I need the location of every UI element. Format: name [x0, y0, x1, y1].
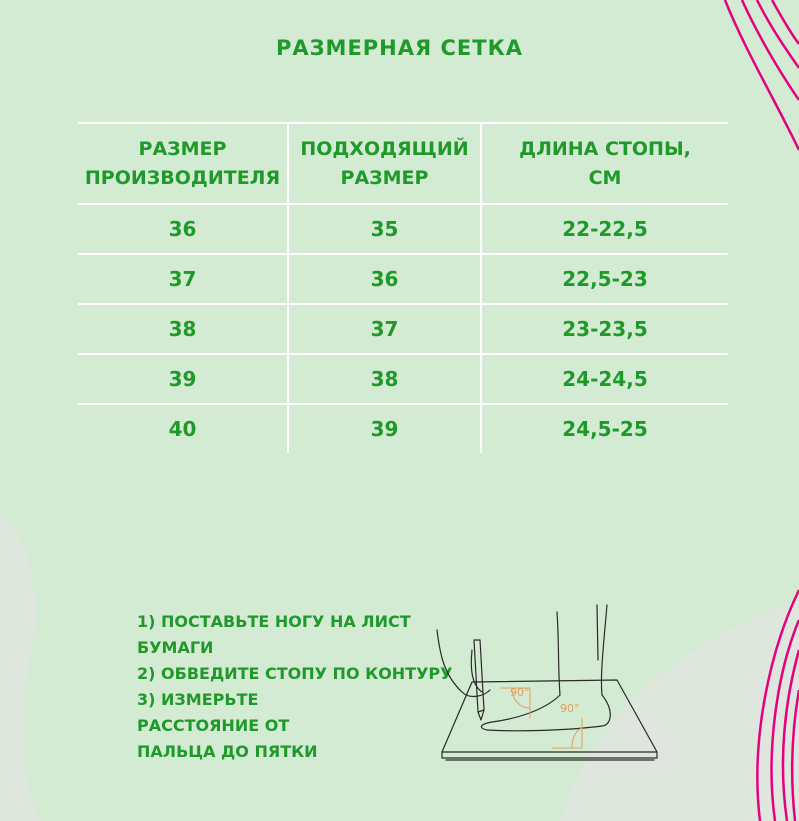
- pencil: [474, 640, 484, 712]
- instruction-line: БУМАГИ: [137, 638, 214, 657]
- table-row: [78, 403, 728, 453]
- cell-foot-length: 22-22,5: [562, 216, 648, 241]
- header-manufacturer-size: РАЗМЕР ПРОИЗВОДИТЕЛЯ: [78, 124, 289, 203]
- angle-label-right: 90°: [560, 702, 580, 715]
- instruction-line: 3) ИЗМЕРЬТЕ: [137, 690, 259, 709]
- size-table: [78, 122, 728, 453]
- instruction-line: ПАЛЬЦА ДО ПЯТКИ: [137, 742, 318, 761]
- header-suitable-size: ПОДХОДЯЩИЙ РАЗМЕР: [289, 124, 482, 203]
- table-row: [78, 303, 728, 353]
- instruction-line: РАССТОЯНИЕ ОТ: [137, 716, 290, 735]
- cell-suitable-size: 38: [289, 355, 482, 403]
- paper-sheet: [442, 680, 657, 752]
- table-row: [78, 203, 728, 253]
- cell-suitable-size: 37: [289, 305, 482, 353]
- cell-suitable-size: 35: [289, 205, 482, 253]
- page-title: РАЗМЕРНАЯ СЕТКА: [275, 36, 523, 60]
- left-blob: [0, 515, 40, 821]
- cell-manufacturer-size: 39: [78, 355, 289, 403]
- cell-foot-length: 24,5-25: [562, 416, 648, 441]
- hand-outline: [437, 630, 490, 696]
- cell-manufacturer-size: 40: [78, 405, 289, 453]
- foot-measuring-illustration: [432, 600, 672, 775]
- cell-foot-length: 24-24,5: [562, 366, 648, 391]
- cell-manufacturer-size: 36: [78, 205, 289, 253]
- table-row: [78, 253, 728, 303]
- angle-label-left: 90°: [510, 686, 530, 699]
- cell-manufacturer-size: 38: [78, 305, 289, 353]
- cell-suitable-size: 39: [289, 405, 482, 453]
- measuring-instructions: [137, 609, 453, 765]
- table-row: [78, 353, 728, 403]
- cell-foot-length: 22,5-23: [562, 266, 648, 291]
- foot-outline: [481, 695, 610, 731]
- leg-outline: [557, 612, 560, 695]
- pink-lines-top-right: [725, 0, 799, 150]
- header-foot-length: ДЛИНА СТОПЫ, СМ: [519, 137, 691, 189]
- cell-foot-length: 23-23,5: [562, 316, 648, 341]
- cell-suitable-size: 36: [289, 255, 482, 303]
- table-header-row: [78, 122, 728, 203]
- instruction-line: 2) ОБВЕДИТЕ СТОПУ ПО КОНТУРУ: [137, 664, 453, 683]
- instruction-line: 1) ПОСТАВЬТЕ НОГУ НА ЛИСТ: [137, 612, 411, 631]
- cell-manufacturer-size: 37: [78, 255, 289, 303]
